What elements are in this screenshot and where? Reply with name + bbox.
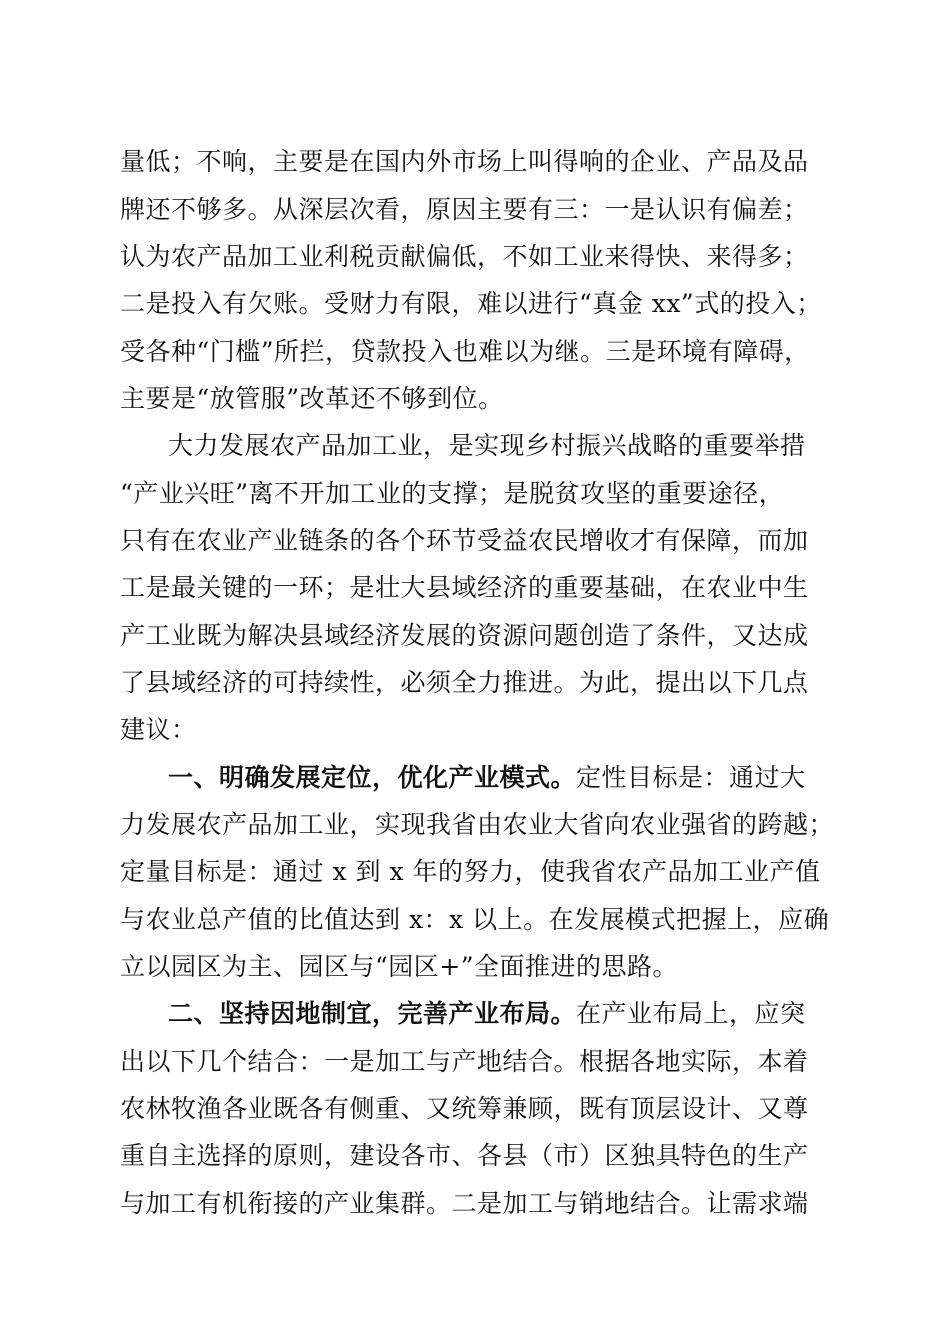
section-text: 在产业布局上，应突: [576, 999, 806, 1028]
section-heading: 二、坚持因地制宜，完善产业布局。: [168, 999, 577, 1028]
text-line: 农林牧渔各业既各有侧重、又统筹兼顾，既有顶层设计、又尊: [120, 1094, 809, 1123]
text-line: 只有在农业产业链条的各个环节受益农民增收才有保障，而加: [120, 526, 809, 555]
text-line: 与农业总产值的比值达到 x：x 以上。在发展模式把握上，应确: [120, 905, 830, 934]
text-line: 量低；不响，主要是在国内外市场上叫得响的企业、产品及品: [120, 147, 809, 176]
text-line: 定量目标是：通过 x 到 x 年的努力，使我省农产品加工业产值: [120, 857, 821, 886]
text-line: 重自主选择的原则，建设各市、各县（市）区独具特色的生产: [120, 1141, 809, 1170]
text-line: 受各种“门槛”所拦，贷款投入也难以为继。三是环境有障碍，: [120, 337, 810, 366]
section-text: 定性目标是：通过大: [576, 763, 806, 792]
section-heading: 一、明确发展定位，优化产业模式。: [168, 763, 577, 792]
text-line: “产业兴旺”离不开加工业的支撑；是脱贫攻坚的重要途径，: [120, 479, 785, 508]
text-line: 产工业既为解决县域经济发展的资源问题创造了条件，又达成: [120, 621, 809, 650]
text-line: 力发展农产品加工业，实现我省由农业大省向农业强省的跨越；: [120, 810, 835, 839]
text-line: 主要是“放管服”改革还不够到位。: [120, 384, 504, 413]
text-line: 出以下几个结合：一是加工与产地结合。根据各地实际，本着: [120, 1047, 809, 1076]
text-line: 牌还不够多。从深层次看，原因主要有三：一是认识有偏差；: [120, 195, 809, 224]
text-line: [168, 762, 830, 794]
text-line: 认为农产品加工业利税贡献偏低，不如工业来得快、来得多；: [120, 242, 809, 271]
text-line: 二是投入有欠账。受财力有限，难以进行“真金 xx”式的投入；: [120, 289, 822, 318]
text-line: 与加工有机衔接的产业集群。二是加工与销地结合。让需求端: [120, 1189, 809, 1218]
text-line: 工是最关键的一环；是壮大县域经济的重要基础，在农业中生: [120, 573, 809, 602]
text-line: 建议：: [120, 715, 197, 744]
text-line: 大力发展农产品加工业，是实现乡村振兴战略的重要举措: [168, 431, 806, 460]
text-line: 了县域经济的可持续性，必须全力推进。为此，提出以下几点: [120, 668, 809, 697]
text-line: [168, 998, 830, 1030]
text-line: 立以园区为主、园区与“园区+”全面推进的思路。: [120, 952, 679, 981]
